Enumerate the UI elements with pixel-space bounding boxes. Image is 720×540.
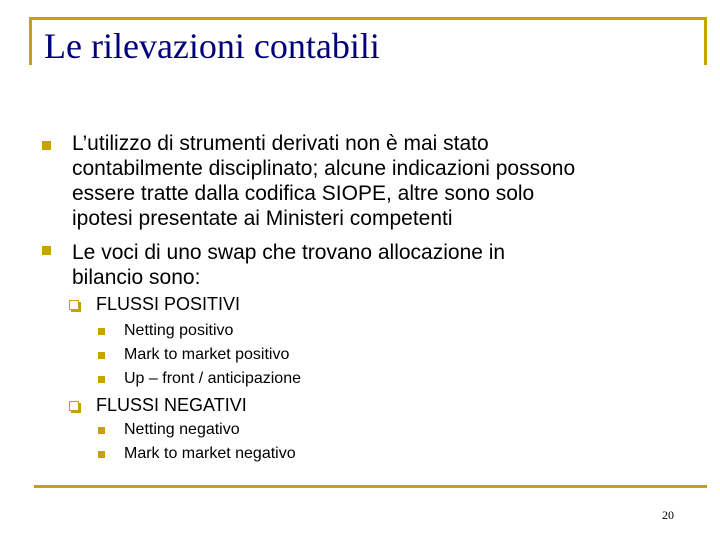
bullet-1-line-1: L’utilizzo di strumenti derivati non è mai stato bbox=[72, 132, 489, 155]
bullet-1-line-2: contabilmente disciplinato; alcune indicazioni possono bbox=[72, 157, 576, 180]
title-frame-left-rule bbox=[29, 17, 32, 65]
bullet-1-line-4: ipotesi presentate ai Ministeri competenti bbox=[72, 207, 453, 230]
square-bullet-icon bbox=[98, 376, 105, 383]
bullet-1-line-3: essere tratte dalla codifica SIOPE, altre sono solo bbox=[72, 182, 535, 205]
slide-title: Le rilevazioni contabili bbox=[44, 26, 380, 66]
negativi-item-mark-to-market: Mark to market negativo bbox=[124, 445, 296, 462]
title-frame-right-rule bbox=[704, 17, 707, 65]
positivi-heading: FLUSSI POSITIVI bbox=[96, 294, 241, 314]
negativi-item-netting: Netting negativo bbox=[124, 421, 240, 438]
square-bullet-icon bbox=[42, 246, 51, 255]
positivi-item-mark-to-market: Mark to market positivo bbox=[124, 346, 290, 363]
bullet-2-line-2: bilancio sono: bbox=[72, 266, 201, 289]
negativi-heading: FLUSSI NEGATIVI bbox=[96, 395, 247, 415]
page-number: 20 bbox=[662, 508, 674, 522]
positivi-item-up-front: Up – front / anticipazione bbox=[124, 370, 301, 387]
footer-rule bbox=[34, 485, 707, 488]
hollow-square-bullet-icon bbox=[69, 300, 79, 310]
bullet-2-line-1: Le voci di uno swap che trovano allocazione in bbox=[72, 241, 506, 264]
title-frame-top-rule bbox=[29, 17, 707, 20]
square-bullet-icon bbox=[98, 427, 105, 434]
hollow-square-bullet-icon bbox=[69, 401, 79, 411]
square-bullet-icon bbox=[98, 328, 105, 335]
square-bullet-icon bbox=[42, 141, 51, 150]
square-bullet-icon bbox=[98, 352, 105, 359]
square-bullet-icon bbox=[98, 451, 105, 458]
positivi-item-netting: Netting positivo bbox=[124, 322, 234, 339]
